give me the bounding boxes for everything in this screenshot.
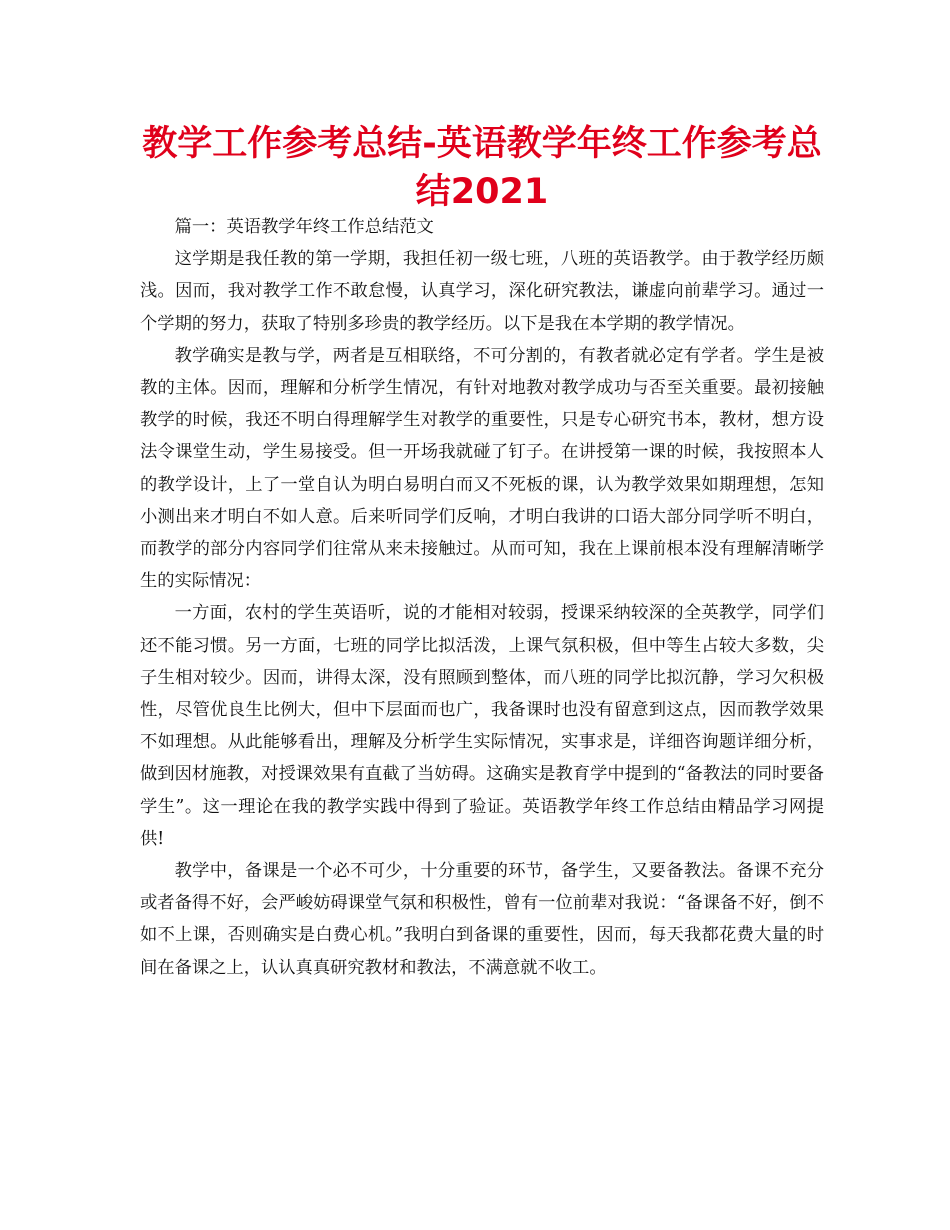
paragraph: 一方面，农村的学生英语听，说的才能相对较弱，授课采纳较深的全英教学，同学们还不能习惯。另一方面，七班的同学比拟活泼，上课气氛积极，但中等生占较大多数，尖子生相对较少。因而，讲得太深，没有照顾到整体，而八班的同学比拟沉静，学习欠积极性，尽管优良生比例大，但中下层面而也广，我备课时也没有留意到这点，因而教学效果不如理想。从此能够看出，理解及分析学生实际情况，实事求是，详细咨询题详细分析，做到因材施教，对授课效果有直截了当妨碍。这确实是教育学中提到的“备教法的同时要备学生”。这一理论在我的教学实践中得到了验证。英语教学年终工作总结由精品学习网提供! [140, 603, 824, 849]
document-body [140, 210, 824, 984]
section-heading: 篇一：英语教学年终工作总结范文 [174, 217, 434, 237]
paragraph: 教学确实是教与学，两者是互相联络，不可分割的，有教者就必定有学者。学生是被教的主体。因而，理解和分析学生情况，有针对地教对教学成功与否至关重要。最初接触教学的时候，我还不明白得理解学生对教学的重要性，只是专心研究书本，教材，想方设法令课堂生动，学生易接受。但一开场我就碰了钉子。在讲授第一课的时候，我按照本人的教学设计，上了一堂自认为明白易明白而又不死板的课，认为教学效果如期理想，怎知小测出来才明白不如人意。后来听同学们反响，才明白我讲的口语大部分同学听不明白，而教学的部分内容同学们往常从来未接触过。从而可知，我在上课前根本没有理解清晰学生的实际情况： [140, 345, 824, 592]
paragraph: 教学中，备课是一个必不可少，十分重要的环节，备学生，又要备教法。备课不充分或者备得不好，会严峻妨碍课堂气氛和积极性，曾有一位前辈对我说：“备课备不好，倒不如不上课，否则确实是白费心机。”我明白到备课的重要性，因而，每天我都花费大量的时间在备课之上，认认真真研究教材和教法，不满意就不收工。 [140, 861, 824, 978]
document-title: 教学工作参考总结-英语教学年终工作参考总结2021 [142, 124, 822, 212]
paragraph: 这学期是我任教的第一学期，我担任初一级七班，八班的英语教学。由于教学经历颇浅。因而，我对教学工作不敢怠慢，认真学习，深化研究教法，谦虚向前辈学习。通过一个学期的努力，获取了特别多珍贵的教学经历。以下是我在本学期的教学情况。 [140, 249, 824, 334]
